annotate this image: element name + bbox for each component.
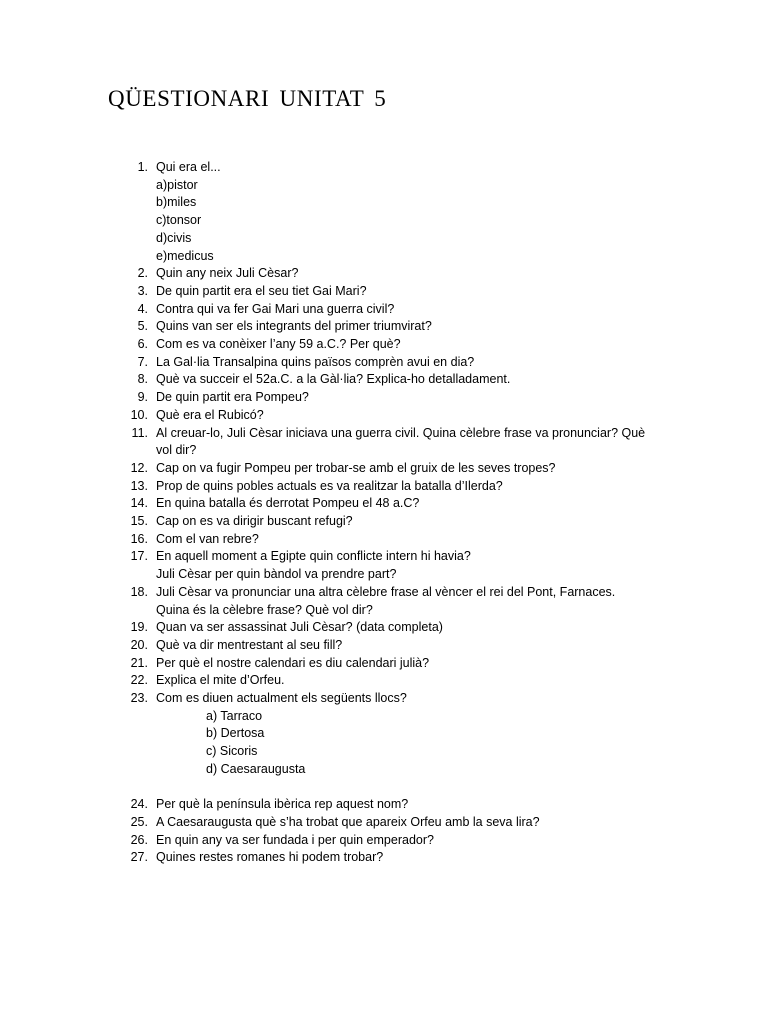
question-number: 2. xyxy=(137,266,148,281)
question-item xyxy=(0,318,768,336)
question-text: En aquell moment a Egipte quin conflicte intern hi havia? xyxy=(156,549,471,564)
question-item xyxy=(0,265,768,283)
question-text: En quina batalla és derrotat Pompeu el 48 a.C? xyxy=(156,496,420,511)
question-number: 25. xyxy=(130,814,148,829)
question-option: d)civis xyxy=(156,230,192,245)
question-item xyxy=(0,548,768,566)
question-number: 17. xyxy=(130,549,148,564)
question-text: Com es diuen actualment els següents llocs? xyxy=(156,691,407,705)
question-text: Com es va conèixer l’any 59 a.C.? Per què? xyxy=(156,337,401,351)
question-number: 6. xyxy=(137,337,148,351)
question-text: De quin partit era Pompeu? xyxy=(156,390,309,405)
question-item xyxy=(0,495,768,513)
question-text: Prop de quins pobles actuals es va realitzar la batalla d’Ilerda? xyxy=(156,478,503,493)
question-item xyxy=(0,354,768,372)
question-number: 11. xyxy=(131,425,148,440)
question-item xyxy=(0,584,768,602)
question-number: 14. xyxy=(130,496,148,511)
question-number: 20. xyxy=(130,637,148,652)
question-item xyxy=(0,531,768,549)
question-item xyxy=(0,371,768,389)
question-text: La Gal·lia Transalpina quins països comprèn avui en dia? xyxy=(156,354,475,369)
question-text: Per què el nostre calendari es diu calendari julià? xyxy=(156,655,430,670)
question-item xyxy=(0,814,768,832)
question-text: Contra qui va fer Gai Mari una guerra civil? xyxy=(156,301,395,316)
question-option: a) Tarraco xyxy=(206,708,263,723)
question-number: 21. xyxy=(130,655,148,670)
question-text: Qui era el... xyxy=(156,160,221,174)
question-text: A Caesaraugusta què s’ha trobat que apareix Orfeu amb la seva lira? xyxy=(156,814,540,829)
question-item xyxy=(0,159,768,177)
question-item xyxy=(0,425,768,443)
question-number: 18. xyxy=(130,584,148,599)
question-text: Què va dir mentrestant al seu fill? xyxy=(156,637,343,652)
question-number: 15. xyxy=(130,514,148,528)
question-item xyxy=(0,796,768,814)
question-option: b) Dertosa xyxy=(206,726,265,741)
question-text: Cap on es va dirigir buscant refugi? xyxy=(156,514,353,528)
question-option: a)pistor xyxy=(156,177,198,192)
question-text: Quines restes romanes hi podem trobar? xyxy=(156,850,384,865)
question-item xyxy=(0,389,768,407)
question-number: 22. xyxy=(130,673,148,688)
question-option: e)medicus xyxy=(156,248,214,263)
question-item xyxy=(0,460,768,478)
question-item xyxy=(0,513,768,531)
question-item xyxy=(0,407,768,425)
question-option: d) Caesaraugusta xyxy=(206,761,306,776)
question-number: 26. xyxy=(130,832,148,847)
question-item xyxy=(0,478,768,496)
question-item xyxy=(0,637,768,655)
question-text: Què era el Rubicó? xyxy=(156,407,264,422)
question-number: 5. xyxy=(137,319,148,334)
question-number: 10. xyxy=(130,407,148,422)
question-item xyxy=(0,672,768,690)
page-title: QÜESTIONARI UNITAT 5 xyxy=(108,86,387,111)
question-number: 12. xyxy=(130,460,148,475)
question-item xyxy=(0,301,768,319)
question-number: 13. xyxy=(130,478,148,493)
question-number: 23. xyxy=(130,691,148,705)
question-number: 8. xyxy=(137,372,148,387)
question-text: Quins van ser els integrants del primer triumvirat? xyxy=(156,319,432,334)
question-option: c)tonsor xyxy=(156,213,202,228)
question-number: 19. xyxy=(130,620,148,635)
question-option: c) Sicoris xyxy=(206,744,258,759)
question-item xyxy=(0,619,768,637)
question-text: Què va succeir el 52a.C. a la Gàl·lia? Explica-ho detalladament. xyxy=(156,372,511,387)
question-item xyxy=(0,283,768,301)
question-number: 24. xyxy=(130,797,148,812)
question-item xyxy=(0,832,768,850)
question-item xyxy=(0,655,768,673)
question-text-continued: vol dir? xyxy=(156,443,197,458)
question-text: Juli Cèsar va pronunciar una altra cèlebre frase al vèncer el rei del Pont, Farnaces. xyxy=(156,584,616,599)
question-number: 16. xyxy=(130,531,148,546)
question-text: De quin partit era el seu tiet Gai Mari? xyxy=(156,283,367,298)
question-option: b)miles xyxy=(156,195,197,210)
question-number: 4. xyxy=(137,301,148,316)
question-number: 3. xyxy=(137,283,148,298)
question-text: Al creuar-lo, Juli Cèsar iniciava una guerra civil. Quina cèlebre frase va pronunciar? Què xyxy=(156,425,646,440)
question-text: Explica el mite d’Orfeu. xyxy=(156,673,285,688)
question-number: 27. xyxy=(130,850,148,865)
question-number: 9. xyxy=(137,390,148,405)
question-number: 1. xyxy=(137,160,148,174)
question-item xyxy=(0,690,768,708)
question-text-continued: Quina és la cèlebre frase? Què vol dir? xyxy=(156,602,373,617)
question-text: En quin any va ser fundada i per quin emperador? xyxy=(156,832,434,847)
question-text: Cap on va fugir Pompeu per trobar-se amb el gruix de les seves tropes? xyxy=(156,460,556,475)
question-text: Quin any neix Juli Cèsar? xyxy=(156,266,299,281)
question-text-continued: Juli Cèsar per quin bàndol va prendre part? xyxy=(156,567,397,582)
question-text: Quan va ser assassinat Juli Cèsar? (data completa) xyxy=(156,620,443,635)
question-text: Per què la península ibèrica rep aquest nom? xyxy=(156,797,409,812)
question-item xyxy=(0,336,768,354)
question-text: Com el van rebre? xyxy=(156,531,259,546)
question-number: 7. xyxy=(137,354,148,369)
question-item xyxy=(0,849,768,867)
